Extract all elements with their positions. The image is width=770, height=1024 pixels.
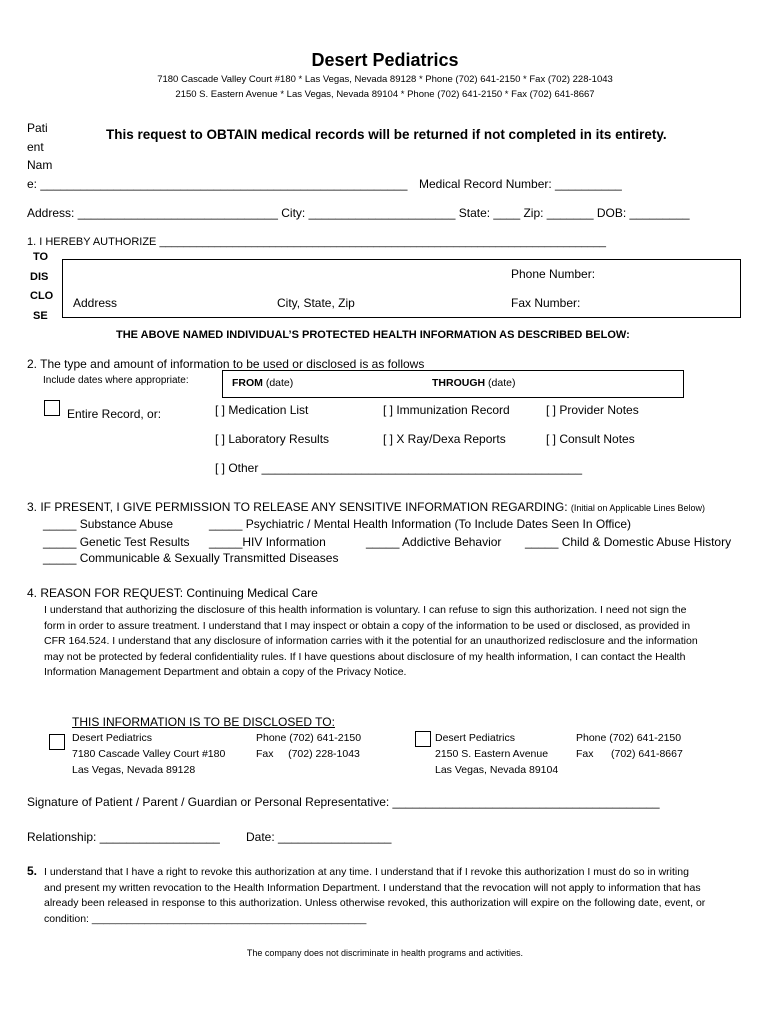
medical-record-number-field[interactable]: Medical Record Number: __________ xyxy=(419,177,622,191)
office-2-phone: Phone (702) 641-2150 xyxy=(576,732,682,744)
signature-field[interactable]: Signature of Patient / Parent / Guardian or Personal Representative: ________________________________________ xyxy=(27,795,660,809)
consult-notes-option[interactable]: [ ] Consult Notes xyxy=(546,432,635,446)
authorize-field[interactable]: 1. I HEREBY AUTHORIZE _________________________________________________________________________ xyxy=(27,236,607,248)
office-1-fax: Fax (702) 228-1043 xyxy=(256,748,360,760)
substance-abuse-initial[interactable]: _____ Substance Abuse xyxy=(43,517,174,531)
from-date-label: FROM (date) xyxy=(232,377,294,389)
office-1-city: Las Vegas, Nevada 89128 xyxy=(72,764,196,776)
entire-record-checkbox[interactable] xyxy=(44,400,60,416)
dates-label: Include dates where appropriate: xyxy=(43,375,189,386)
phone-number-label: Phone Number: xyxy=(511,267,596,281)
section-4-heading: 4. REASON FOR REQUEST: Continuing Medical Care xyxy=(27,586,318,600)
section-2-heading: 2. The type and amount of information to be used or disclosed is as follows xyxy=(27,357,425,371)
patient-label-3: Nam xyxy=(27,158,53,172)
header-address-line-2: 2150 S. Eastern Avenue * Las Vegas, Nevada 89104 * Phone (702) 641-2150 * Fax (702) 641-8667 xyxy=(175,89,595,100)
fax-number-label: Fax Number: xyxy=(511,296,581,310)
through-date-label: THROUGH (date) xyxy=(432,377,516,389)
signature-date-field[interactable]: Date: _________________ xyxy=(246,830,392,844)
office-1-name: Desert Pediatrics xyxy=(72,732,152,744)
nondiscrimination-footer: The company does not discriminate in health programs and activities. xyxy=(246,948,524,958)
section-3-heading: 3. IF PRESENT, I GIVE PERMISSION TO RELEASE ANY SENSITIVE INFORMATION REGARDING: (Initial on Applicable Lines Below) xyxy=(27,500,705,514)
psychiatric-initial[interactable]: _____ Psychiatric / Mental Health Information (To Include Dates Seen In Office) xyxy=(209,517,631,531)
disclose-recipient-box[interactable] xyxy=(62,259,741,318)
other-option[interactable]: [ ] Other ________________________________________________ xyxy=(215,461,583,475)
office-2-street: 2150 S. Eastern Avenue xyxy=(435,748,549,760)
voluntary-disclosure-paragraph: I understand that authorizing the disclosure of this health information is voluntary. I can refuse to sign this authorization. I need not sign the form in order to assure treatment. I understand that I may inspect or obtain a copy of the information to be used or disclosed, as provided in CFR 164.524. I understand that any disclosure of information carries with it the potential for an unauthorized redisclosure and the information may not be protected by federal confidentiality rules. If I have questions about disclosure of my health information, I can contact the Health Information Management Department and obtain a copy of the Privacy Notice. xyxy=(44,604,698,678)
office-2-city: Las Vegas, Nevada 89104 xyxy=(435,764,559,776)
to-disclose-label-3: CLO xyxy=(30,290,54,302)
office-1-phone: Phone (702) 641-2150 xyxy=(256,732,362,744)
office-2-name: Desert Pediatrics xyxy=(435,732,515,744)
office-1-checkbox[interactable] xyxy=(49,734,65,750)
recipient-city-label: City, State, Zip xyxy=(277,296,355,310)
to-disclose-label-1: TO xyxy=(33,251,49,263)
patient-label-2: ent xyxy=(27,140,44,154)
revocation-paragraph: I understand that I have a right to revoke this authorization at any time. I understand that if I revoke this authorization I must do so in writing and present my written revocation to the Health Information Department. I understand that the revocation will not apply to information that has already been released in response to this authorization. Unless otherwise revoked, this authorization will expire on the following date, event, or condition: _______________________________________________ xyxy=(44,866,706,925)
header-address-line-1: 7180 Cascade Valley Court #180 * Las Vegas, Nevada 89128 * Phone (702) 641-2150 * Fax (702) 228-1043 xyxy=(157,74,613,85)
to-disclose-label-4: SE xyxy=(33,310,48,322)
communicable-disease-initial[interactable]: _____ Communicable & Sexually Transmitted Diseases xyxy=(43,551,339,565)
office-2-checkbox[interactable] xyxy=(415,731,431,747)
xray-dexa-option[interactable]: [ ] X Ray/Dexa Reports xyxy=(383,432,506,446)
laboratory-results-option[interactable]: [ ] Laboratory Results xyxy=(215,432,330,446)
phi-heading: THE ABOVE NAMED INDIVIDUAL’S PROTECTED HEALTH INFORMATION AS DESCRIBED BELOW: xyxy=(116,329,630,341)
medication-list-option[interactable]: [ ] Medication List xyxy=(215,403,309,417)
disclose-to-heading: THIS INFORMATION IS TO BE DISCLOSED TO: xyxy=(72,715,335,729)
genetic-test-initial[interactable]: _____ Genetic Test Results xyxy=(43,535,190,549)
to-disclose-label-2: DIS xyxy=(30,271,49,283)
section-5-number: 5. xyxy=(27,864,38,878)
entire-record-label: Entire Record, or: xyxy=(67,407,162,421)
provider-notes-option[interactable]: [ ] Provider Notes xyxy=(546,403,639,417)
patient-label-1: Pati xyxy=(27,121,48,135)
patient-name-field[interactable]: e: _______________________________________________________ xyxy=(27,177,408,191)
relationship-field[interactable]: Relationship: __________________ xyxy=(27,830,220,844)
child-abuse-initial[interactable]: _____ Child & Domestic Abuse History xyxy=(525,535,732,549)
obtain-notice: This request to OBTAIN medical records will be returned if not completed in its entirety. xyxy=(106,127,667,142)
office-2-fax: Fax (702) 641-8667 xyxy=(576,748,683,760)
office-1-street: 7180 Cascade Valley Court #180 xyxy=(72,748,226,760)
page-title: Desert Pediatrics xyxy=(311,50,459,70)
addictive-behavior-initial[interactable]: _____ Addictive Behavior xyxy=(366,535,502,549)
recipient-address-label: Address xyxy=(73,296,118,310)
patient-address-line[interactable]: Address: ______________________________ City: ______________________ State: ____ Zip: _______ DOB: _________ xyxy=(27,206,690,220)
hiv-initial[interactable]: _____HIV Information xyxy=(209,535,326,549)
immunization-record-option[interactable]: [ ] Immunization Record xyxy=(383,403,510,417)
